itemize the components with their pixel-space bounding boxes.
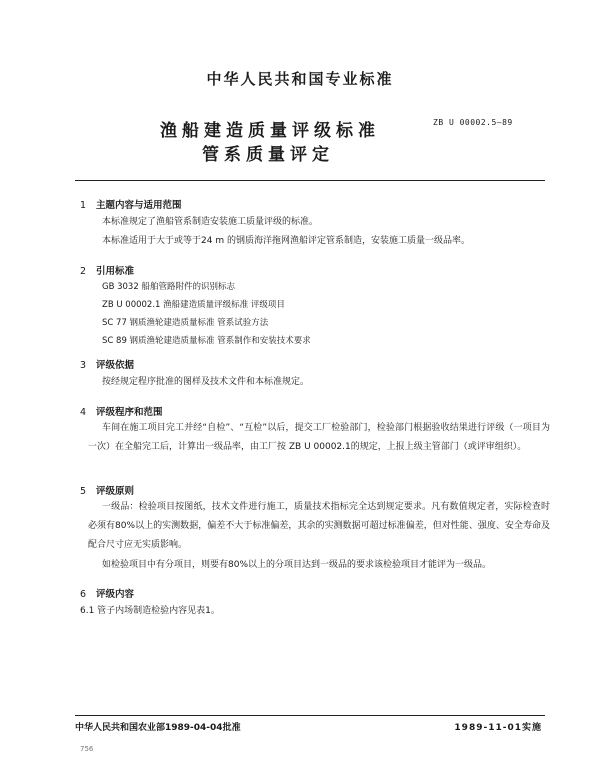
section-5-paragraph-2: 如检验项目中有分项目，则要有80%以上的分项目达到一级品的要求该检验项目才能评为一级品。 xyxy=(102,560,492,570)
reference-item: SC 89 钢质渔轮建造质量标准 管系制作和安装技术要求 xyxy=(102,336,311,346)
reference-item: SC 77 钢质渔轮建造质量标准 管系试验方法 xyxy=(102,318,269,328)
page-number: 756 xyxy=(80,745,94,753)
section-2-heading xyxy=(80,263,134,277)
bottom-rule xyxy=(75,715,545,716)
section-4-text: 车间在施工项目完工并经“自检”、“互检”以后，提交工厂检验部门，检验部门根据验收结果进行评级（一项目为一次）在全船完工后，计算出一级品率，由工厂按 ZB U 00002.1的规定，上报上级主管部门（或评审组织）。 xyxy=(88,423,550,452)
section-5-paragraph-1: 一级品：检验项目按图纸，技术文件进行施工，质量技术指标完全达到规定要求。凡有数值规定者，实际检查时必须有80%以上的实测数据，偏差不大于标准偏差，其余的实测数据可超过标准偏差，但对性能、强度、安全寿命及配合尺寸应无实质影响。 xyxy=(88,502,550,550)
issuer-header: 中华人民共和国专业标准 xyxy=(206,70,394,88)
section-1-heading xyxy=(80,197,182,211)
section-3-heading xyxy=(80,357,134,371)
section-2-number: 2 xyxy=(80,266,87,277)
reference-item: ZB U 00002.1 渔船建造质量评级标准 评级项目 xyxy=(102,300,285,310)
section-6-number: 6 xyxy=(80,589,87,600)
section-1-title: 主题内容与适用范围 xyxy=(96,200,182,211)
approval-date: 中华人民共和国农业部1989-04-04批准 xyxy=(75,723,241,733)
section-5-number: 5 xyxy=(80,486,87,497)
top-rule xyxy=(75,180,545,181)
section-1-line-2: 本标准适用于大于或等于24 m 的钢质海洋拖网渔船评定管系制造，安装施工质量一级品率。 xyxy=(102,236,470,246)
title-line-2: 管系质量评定 xyxy=(202,145,334,165)
section-4-number: 4 xyxy=(80,407,87,418)
section-3-text: 按经规定程序批准的图样及技术文件和本标准规定。 xyxy=(102,377,310,387)
effective-date: 1989-11-01实施 xyxy=(454,723,542,733)
section-1-number: 1 xyxy=(80,200,87,211)
section-5-title: 评级原则 xyxy=(96,486,135,497)
section-6-1-text: 6.1 管子内场制造检验内容见表1。 xyxy=(80,606,220,616)
section-6-heading xyxy=(80,586,134,600)
title-line-1: 渔船建造质量评级标准 xyxy=(160,121,380,141)
section-6-title: 评级内容 xyxy=(96,589,135,600)
section-1-line-1: 本标准规定了渔船管系制造安装施工质量评级的标准。 xyxy=(102,217,319,227)
section-2-title: 引用标准 xyxy=(96,266,135,277)
reference-item: GB 3032 船舶管路附件的识别标志 xyxy=(102,282,235,292)
section-4-title: 评级程序和范围 xyxy=(96,407,163,418)
section-5-heading xyxy=(80,483,134,497)
section-3-title: 评级依据 xyxy=(96,360,135,371)
section-4-heading xyxy=(80,404,163,418)
standard-code: ZB U 00002.5—89 xyxy=(433,118,513,127)
section-3-number: 3 xyxy=(80,360,87,371)
